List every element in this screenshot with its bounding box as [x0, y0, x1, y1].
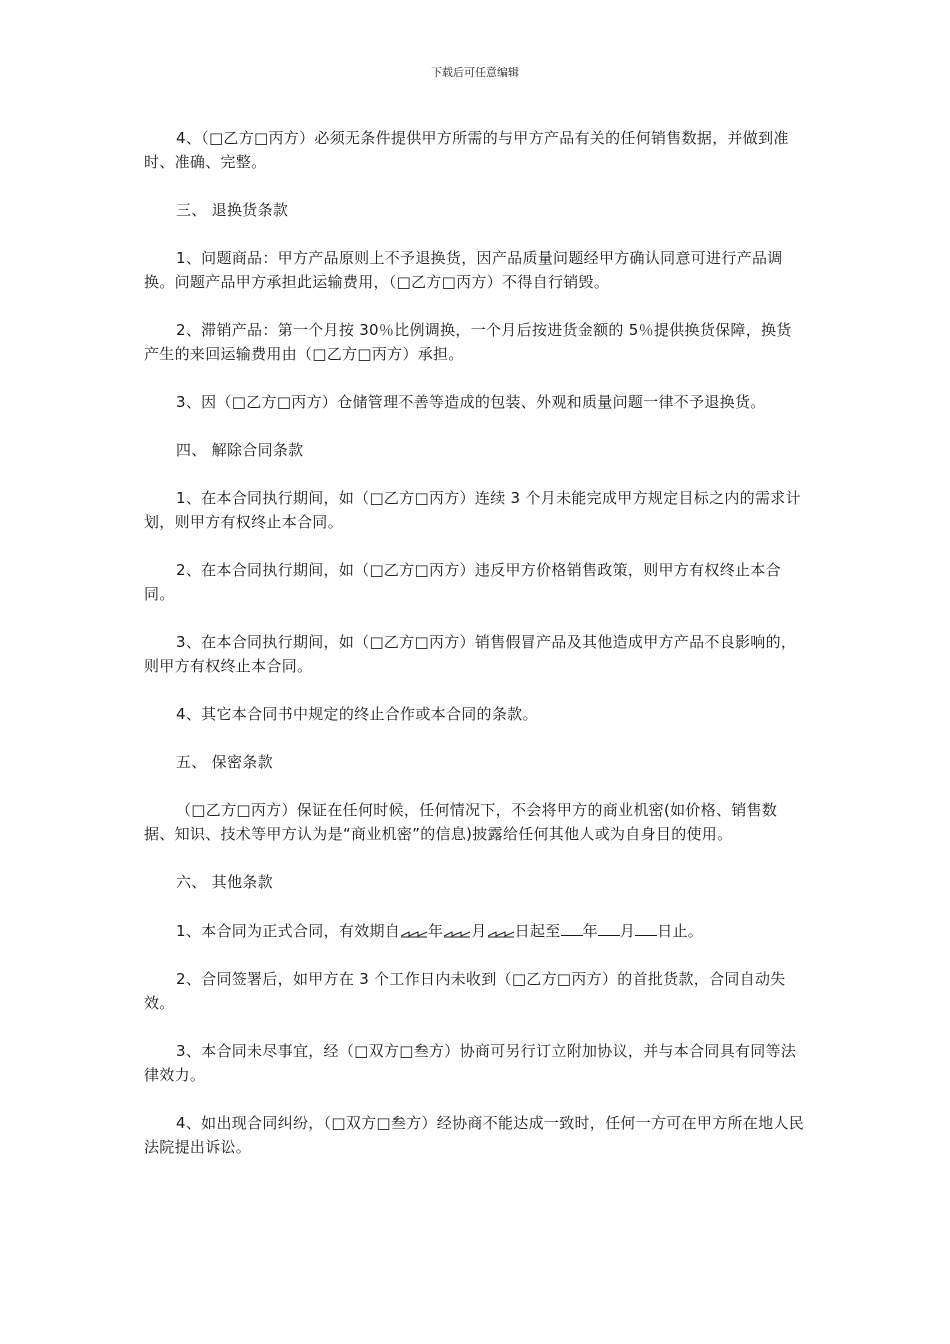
clause-6-1-year-end-label: 年 [582, 922, 598, 940]
clause-6-1 [144, 918, 806, 943]
clause-6-3: 3、本合同未尽事宜，经（□双方□叁方）协商可另行订立附加协议，并与本合同具有同等法律效力。 [144, 1042, 797, 1084]
section-heading-other: 六、 其他条款 [176, 873, 273, 891]
blank-day-start [487, 921, 515, 939]
clause-3-3: 3、因（□乙方□丙方）仓储管理不善等造成的包装、外观和质量问题一律不予退换货。 [176, 393, 766, 411]
clause-6-1-day-label: 日起至 [514, 922, 561, 940]
clause-4-3: 3、在本合同执行期间，如（□乙方□丙方）销售假冒产品及其他造成甲方产品不良影响的，则甲方有权终止本合同。 [144, 633, 797, 675]
clause-3-1: 1、问题商品：甲方产品原则上不予退换货，因产品质量问题经甲方确认同意可进行产品调换。问题产品甲方承担此运输费用，（□乙方□丙方）不得自行销毁。 [144, 249, 783, 291]
clause-4-4: 4、其它本合同书中规定的终止合作或本合同的条款。 [176, 705, 538, 723]
blank-day-end [635, 918, 657, 936]
blank-month-end [598, 918, 620, 936]
clause-2-4: 4、（□乙方□丙方）必须无条件提供甲方所需的与甲方产品有关的任何销售数据，并做到准时、准确、完整。 [144, 129, 789, 171]
clause-6-1-lead: 1、本合同为正式合同，有效期自 [176, 922, 401, 940]
clause-5-1: （□乙方□丙方）保证在任何时候，任何情况下，不会将甲方的商业机密(如价格、销售数据、知识、技术等甲方认为是“商业机密”的信息)披露给任何其他人或为自身目的使用。 [144, 801, 778, 843]
clause-6-1-year-label: 年 [428, 922, 444, 940]
blank-year-end [561, 918, 583, 936]
contract-body [144, 126, 806, 1183]
section-heading-confidentiality: 五、 保密条款 [176, 753, 273, 771]
blank-year-start [400, 921, 428, 939]
section-heading-return-exchange: 三、 退换货条款 [176, 201, 289, 219]
clause-4-2: 2、在本合同执行期间，如（□乙方□丙方）违反甲方价格销售政策，则甲方有权终止本合同。 [144, 561, 781, 603]
clause-3-2: 2、滞销产品：第一个月按 30％比例调换，一个月后按进货金额的 5％提供换货保障，换货产生的来回运输费用由（□乙方□丙方）承担。 [144, 321, 792, 363]
page-header: 下载后可任意编辑 [431, 66, 519, 79]
clause-6-2: 2、合同签署后，如甲方在 3 个工作日内未收到（□乙方□丙方）的首批货款，合同自动失效。 [144, 970, 786, 1012]
clause-6-1-month-label: 月 [471, 922, 487, 940]
clause-4-1: 1、在本合同执行期间，如（□乙方□丙方）连续 3 个月未能完成甲方规定目标之内的需求计划，则甲方有权终止本合同。 [144, 489, 801, 531]
blank-month-start [443, 921, 471, 939]
clause-6-1-tail: 日止。 [657, 922, 704, 940]
section-heading-termination: 四、 解除合同条款 [176, 441, 304, 459]
clause-6-4: 4、如出现合同纠纷，（□双方□叁方）经协商不能达成一致时，任何一方可在甲方所在地人民法院提出诉讼。 [144, 1114, 804, 1156]
clause-6-1-month-end-label: 月 [619, 922, 636, 940]
